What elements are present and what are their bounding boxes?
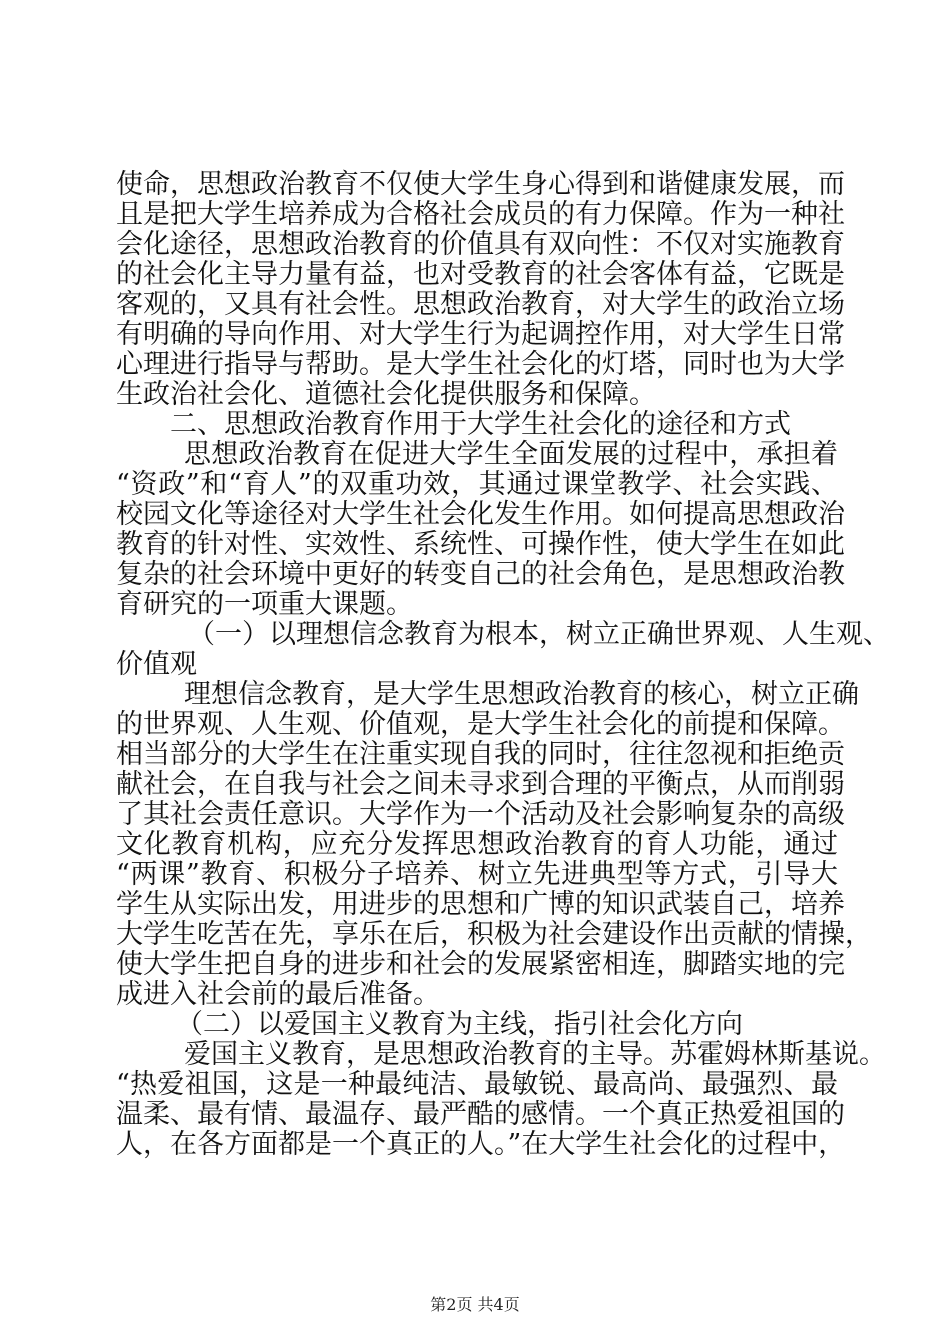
text-line: 献社会，在自我与社会之间未寻求到合理的平衡点，从而削弱 — [116, 769, 845, 800]
text-line: 生政治社会化、道德社会化提供服务和保障。 — [116, 379, 656, 410]
text-line: 教育的针对性、实效性、系统性、可操作性，使大学生在如此 — [116, 529, 845, 560]
text-line: 会化途径，思想政治教育的价值具有双向性：不仅对实施教育 — [116, 229, 845, 260]
text-line: 温柔、最有情、最温存、最严酷的感情。一个真正热爱祖国的 — [116, 1099, 845, 1130]
text-line: 客观的，又具有社会性。思想政治教育，对大学生的政治立场 — [116, 289, 845, 320]
text-line: 的世界观、人生观、价值观，是大学生社会化的前提和保障。 — [116, 709, 845, 740]
text-line: 使大学生把自身的进步和社会的发展紧密相连，脚踏实地的完 — [116, 949, 845, 980]
text-line: “资政”和“育人”的双重功效，其通过课堂教学、社会实践、 — [116, 469, 838, 500]
document-body — [116, 169, 890, 1160]
text-line: 文化教育机构，应充分发挥思想政治教育的育人功能，通过 — [116, 829, 838, 860]
text-line: 大学生吃苦在先，享乐在后，积极为社会建设作出贡献的情操， — [116, 919, 872, 950]
text-line: “热爱祖国，这是一种最纯洁、最敏锐、最高尚、最强烈、最 — [116, 1069, 838, 1100]
text-line: 使命，思想政治教育不仅使大学生身心得到和谐健康发展，而 — [116, 169, 845, 200]
text-line: 思想政治教育在促进大学生全面发展的过程中，承担着 — [184, 439, 838, 470]
text-line: 的社会化主导力量有益，也对受教育的社会客体有益，它既是 — [116, 259, 845, 290]
text-line: 成进入社会前的最后准备。 — [116, 979, 440, 1010]
text-line: 学生从实际出发，用进步的思想和广博的知识武装自己，培养 — [116, 889, 845, 920]
text-line: 育研究的一项重大课题。 — [116, 589, 413, 620]
text-line: 价值观 — [116, 649, 197, 680]
text-line: 有明确的导向作用、对大学生行为起调控作用，对大学生日常 — [116, 319, 845, 350]
text-line: 心理进行指导与帮助。是大学生社会化的灯塔，同时也为大学 — [116, 349, 845, 380]
page-footer: 第2页 共4页 — [430, 1295, 520, 1314]
text-line: 理想信念教育，是大学生思想政治教育的核心，树立正确 — [184, 679, 859, 710]
text-line: 二、思想政治教育作用于大学生社会化的途径和方式 — [170, 409, 791, 440]
text-line: 爱国主义教育，是思想政治教育的主导。苏霍姆林斯基说。 — [184, 1039, 886, 1070]
text-line: （二）以爱国主义教育为主线，指引社会化方向 — [176, 1009, 743, 1040]
text-line: 人，在各方面都是一个真正的人。”在大学生社会化的过程中， — [116, 1129, 846, 1160]
text-line: 校园文化等途径对大学生社会化发生作用。如何提高思想政治 — [116, 499, 845, 530]
text-line: 复杂的社会环境中更好的转变自己的社会角色，是思想政治教 — [116, 559, 845, 590]
text-line: （一）以理想信念教育为根本，树立正确世界观、人生观、 — [188, 619, 890, 650]
text-line: 相当部分的大学生在注重实现自我的同时，往往忽视和拒绝贡 — [116, 739, 845, 770]
text-line: 了其社会责任意识。大学作为一个活动及社会影响复杂的高级 — [116, 799, 845, 830]
text-line: 且是把大学生培养成为合格社会成员的有力保障。作为一种社 — [116, 199, 845, 230]
text-line: “两课”教育、积极分子培养、树立先进典型等方式，引导大 — [116, 859, 838, 890]
